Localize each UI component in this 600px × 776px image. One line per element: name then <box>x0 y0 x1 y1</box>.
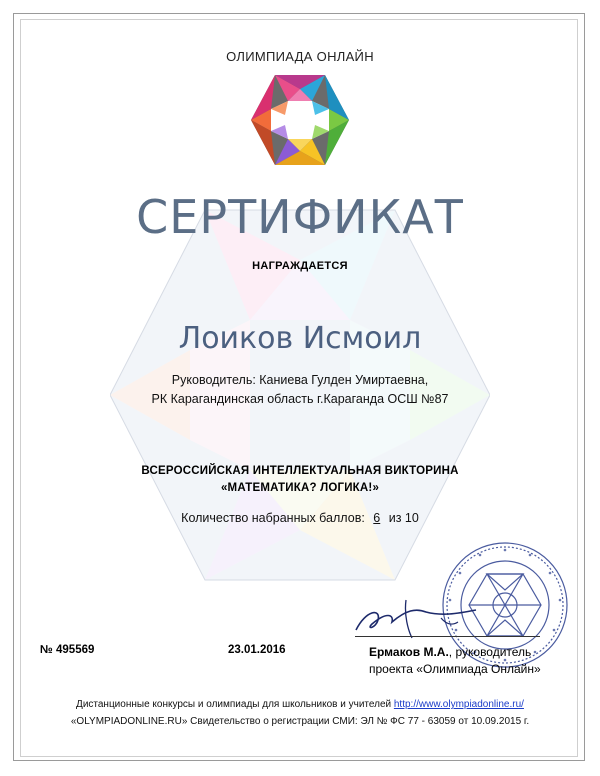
footer-line-2: «OLYMPIADONLINE.RU» Свидетельство о регистрации СМИ: ЭЛ № ФС 77 - 63059 от 10.09.2015 г. <box>70 716 530 727</box>
supervisor-block <box>0 371 600 409</box>
recipient-name: Лоиков Исмоил <box>178 321 422 356</box>
footer-website-link[interactable]: http://www.olympiadonline.ru/ <box>393 699 524 710</box>
contest-line-2: «МАТЕМАТИКА? ЛОГИКА!» <box>220 482 380 494</box>
awarded-label: НАГРАЖДАЕТСЯ <box>252 260 348 272</box>
signer-role-1: , руководитель <box>448 645 532 659</box>
signature-graphic <box>346 590 486 650</box>
issue-date: 23.01.2016 <box>228 644 286 656</box>
contest-title <box>0 463 600 497</box>
signer-role-2: проекта «Олимпиада Онлайн» <box>369 662 541 676</box>
signer-name: Ермаков М.А. <box>369 645 449 659</box>
supervisor-line-2: РК Карагандинская область г.Караганда ОСШ №87 <box>151 392 449 406</box>
signer-block <box>369 644 541 678</box>
score-line <box>0 511 600 525</box>
footer <box>0 696 600 730</box>
olympiad-logo-icon <box>251 71 349 169</box>
signer-line-1 <box>369 644 541 661</box>
certificate-title: СЕРТИФИКАТ <box>136 190 464 244</box>
footer-line-1 <box>0 696 600 713</box>
brand-name: ОЛИМПИАДА ОНЛАЙН <box>226 49 374 64</box>
score-value: 6 <box>373 511 381 525</box>
supervisor-line-1: Руководитель: Каниева Гулден Умиртаевна, <box>171 373 429 387</box>
signature-line <box>355 636 540 637</box>
footer-text-1: Дистанционные конкурсы и олимпиады для школьников и учителей <box>76 699 392 710</box>
score-max: из 10 <box>388 511 419 525</box>
score-label: Количество набранных баллов: <box>181 511 365 525</box>
contest-line-1: ВСЕРОССИЙСКАЯ ИНТЕЛЛЕКТУАЛЬНАЯ ВИКТОРИНА <box>141 465 459 477</box>
certificate-number: № 495569 <box>40 644 95 656</box>
